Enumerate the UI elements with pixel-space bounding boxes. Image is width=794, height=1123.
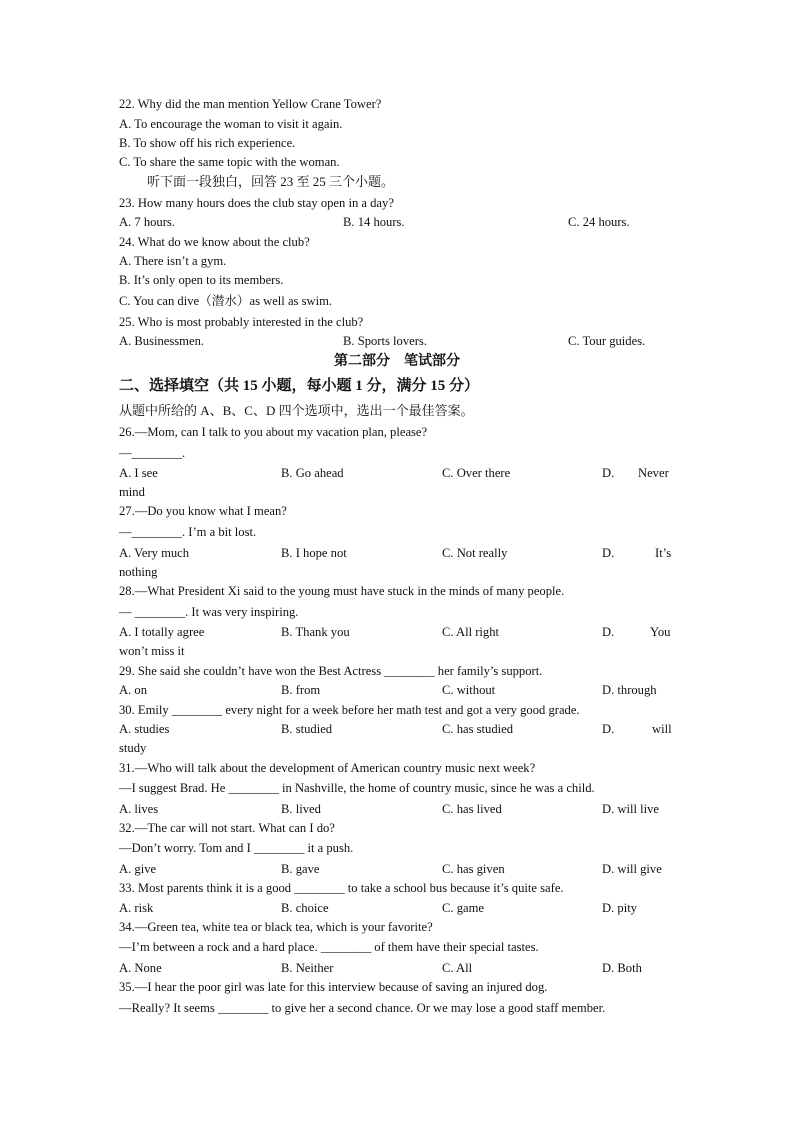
q26-option-d-text: Never [638,466,669,480]
q26-stem: 26.—Mom, can I talk to you about my vacation plan, please? [119,425,428,439]
q29-option-b: B. from [281,683,321,697]
q29-option-a: A. on [119,683,147,697]
q35-stem: 35.—I hear the poor girl was late for this interview because of saving an injured dog. [119,980,548,994]
q25-stem: 25. Who is most probably interested in the club? [119,315,364,329]
section2-title: 二、选择填空（共 15 小题，每小题 1 分，满分 15 分） [119,378,480,394]
q24-option-a: A. There isn’t a gym. [119,254,227,268]
q22-option-b: B. To show off his rich experience. [119,136,296,150]
q28-option-d-letter: D. [602,625,615,639]
q27-option-d-continued: nothing [119,565,158,579]
q32-reply: —Don’t worry. Tom and I ________ it a push. [119,841,354,855]
q27-option-d-letter: D. [602,546,615,560]
q29-stem: 29. She said she couldn’t have won the Best Actress ________ her family’s support. [119,664,543,678]
q32-option-c: C. has given [442,862,505,876]
q25-option-b: B. Sports lovers. [343,334,427,348]
q30-option-b: B. studied [281,722,333,736]
q32-option-a: A. give [119,862,157,876]
q35-reply: —Really? It seems ________ to give her a second chance. Or we may lose a good staff member. [119,1001,606,1015]
q28-stem: 28.—What President Xi said to the young must have stuck in the minds of many people. [119,584,565,598]
q29-option-d: D. through [602,683,657,697]
q27-option-a: A. Very much [119,546,190,560]
q27-option-c: C. Not really [442,546,508,560]
q25-option-c: C. Tour guides. [568,334,646,348]
q32-option-b: B. gave [281,862,320,876]
q31-reply: —I suggest Brad. He ________ in Nashville, the home of country music, since he was a child. [119,781,595,795]
q31-option-d: D. will live [602,802,660,816]
q28-option-a: A. I totally agree [119,625,205,639]
q33-stem: 33. Most parents think it is a good ________ to take a school bus because it’s quite safe. [119,881,564,895]
q28-option-c: C. All right [442,625,500,639]
q28-option-b: B. Thank you [281,625,350,639]
q22-option-a: A. To encourage the woman to visit it again. [119,117,343,131]
q24-option-c: C. You can dive（潜水）as well as swim. [119,294,333,308]
q34-reply: —I’m between a rock and a hard place. ________ of them have their special tastes. [119,940,539,954]
q27-reply: —________. I’m a bit lost. [119,525,257,539]
q33-option-b: B. choice [281,901,329,915]
q34-option-d: D. Both [602,961,642,975]
monologue-instruction: 听下面一段独白，回答 23 至 25 三个小题。 [147,174,395,189]
q26-option-b: B. Go ahead [281,466,344,480]
q26-option-d-continued: mind [119,485,145,499]
q27-option-d-text: It’s [655,546,672,560]
q23-option-b: B. 14 hours. [343,215,405,229]
q30-option-c: C. has studied [442,722,514,736]
q31-option-a: A. lives [119,802,159,816]
q22-stem: 22. Why did the man mention Yellow Crane Tower? [119,97,382,111]
q23-option-c: C. 24 hours. [568,215,630,229]
q24-option-b: B. It’s only open to its members. [119,273,284,287]
q32-option-d: D. will give [602,862,662,876]
q22-option-c: C. To share the same topic with the woman. [119,155,340,169]
q31-stem: 31.—Who will talk about the development of American country music next week? [119,761,536,775]
q28-option-d-continued: won’t miss it [119,644,185,658]
q23-stem: 23. How many hours does the club stay open in a day? [119,196,394,210]
q30-option-a: A. studies [119,722,170,736]
q34-stem: 34.—Green tea, white tea or black tea, which is your favorite? [119,920,433,934]
section2-instruction: 从题中所给的 A、B、C、D 四个选项中，选出一个最佳答案。 [119,403,474,418]
q26-option-c: C. Over there [442,466,511,480]
q26-option-d-letter: D. [602,466,615,480]
part2-title: 第二部分 笔试部分 [334,354,460,369]
q27-stem: 27.—Do you know what I mean? [119,504,287,518]
q31-option-b: B. lived [281,802,321,816]
q28-reply: — ________. It was very inspiring. [119,605,299,619]
q30-option-d-letter: D. [602,722,615,736]
q26-option-a: A. I see [119,466,158,480]
q30-option-d-text: will [652,722,672,736]
q34-option-b: B. Neither [281,961,334,975]
q33-option-a: A. risk [119,901,154,915]
q30-option-d-continued: study [119,741,147,755]
q33-option-d: D. pity [602,901,637,915]
q27-option-b: B. I hope not [281,546,347,560]
q34-option-a: A. None [119,961,162,975]
q32-stem: 32.—The car will not start. What can I do? [119,821,335,835]
q23-option-a: A. 7 hours. [119,215,175,229]
q24-stem: 24. What do we know about the club? [119,235,310,249]
q28-option-d-text: You [650,625,671,639]
q31-option-c: C. has lived [442,802,502,816]
q34-option-c: C. All [442,961,473,975]
q30-stem: 30. Emily ________ every night for a week before her math test and got a very good grade. [119,703,580,717]
q33-option-c: C. game [442,901,484,915]
q25-option-a: A. Businessmen. [119,334,205,348]
q29-option-c: C. without [442,683,496,697]
q26-reply: —________. [119,446,186,460]
